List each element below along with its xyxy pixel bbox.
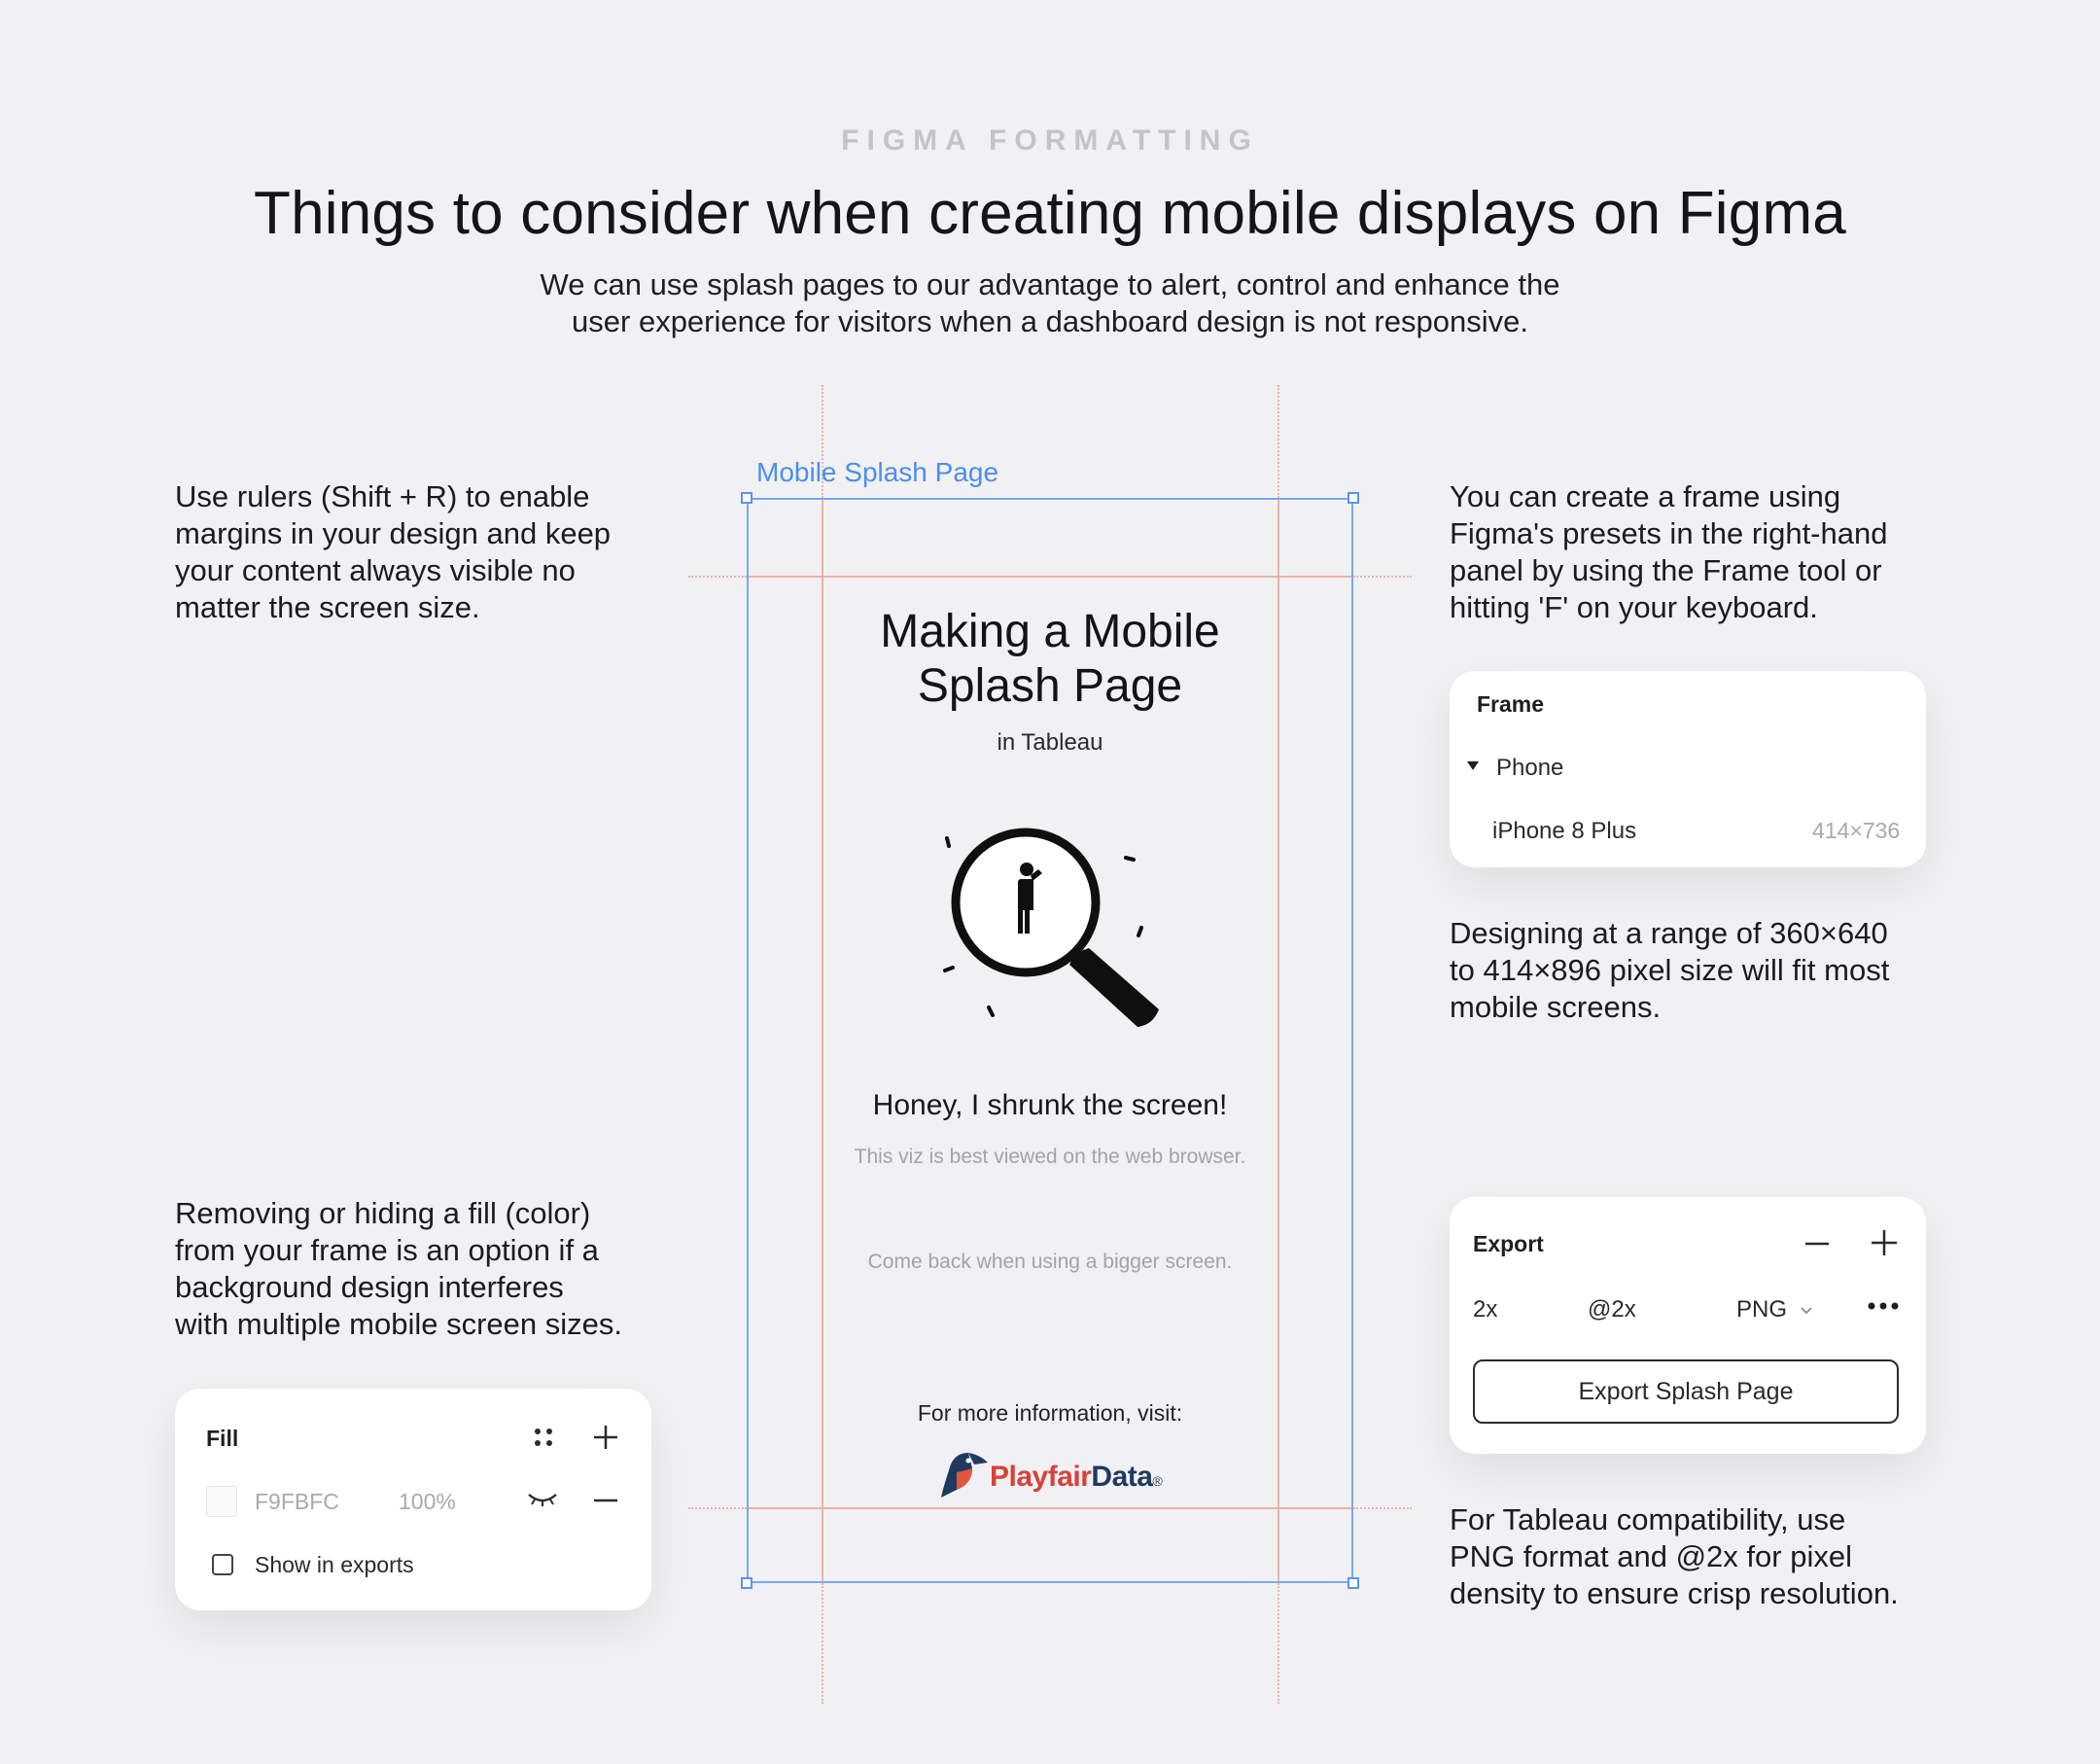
- note-line: density to ensure crisp resolution.: [1450, 1576, 1899, 1610]
- phone-preset-group[interactable]: Phone: [1496, 755, 1564, 781]
- logo-data: Data: [1091, 1461, 1153, 1493]
- frame-note: [1450, 478, 1887, 626]
- frame-name-label[interactable]: Mobile Splash Page: [756, 457, 999, 487]
- subtitle-line: user experience for visitors when a dashboard design is not responsive.: [572, 304, 1528, 338]
- export-format-value: PNG: [1736, 1296, 1788, 1323]
- note-line: from your frame is an option if a: [175, 1233, 599, 1267]
- note-line: your content always visible no: [175, 553, 576, 587]
- iphone-8-plus-preset[interactable]: iPhone 8 Plus: [1492, 818, 1637, 844]
- note-line: panel by using the Frame tool or: [1450, 553, 1882, 587]
- plus-icon[interactable]: [593, 1425, 618, 1450]
- export-panel-heading: Export: [1473, 1231, 1544, 1256]
- fill-hex-value[interactable]: F9FBFC: [255, 1489, 339, 1514]
- splash-message: This viz is best viewed on the web browser.: [854, 1146, 1246, 1168]
- splash-message: Come back when using a bigger screen.: [867, 1251, 1233, 1273]
- page-title: Things to consider when creating mobile displays on Figma: [254, 180, 1846, 247]
- kingfisher-logo-icon: [939, 1443, 990, 1501]
- tableau-note: [1450, 1501, 1899, 1612]
- ruler-guide: [822, 1583, 823, 1704]
- rulers-note: [175, 478, 611, 626]
- fill-note: [175, 1195, 622, 1343]
- resize-handle[interactable]: [1348, 1577, 1359, 1589]
- note-line: matter the screen size.: [175, 590, 480, 624]
- fill-color-swatch[interactable]: [206, 1486, 237, 1517]
- frame-panel-heading: Frame: [1477, 691, 1545, 717]
- note-line: hitting 'F' on your keyboard.: [1450, 590, 1818, 624]
- note-line: mobile screens.: [1450, 990, 1662, 1024]
- show-in-exports-checkbox[interactable]: [212, 1554, 233, 1575]
- magnifying-glass-illustration: [933, 827, 1167, 1041]
- chevron-down-icon: [1800, 1306, 1813, 1316]
- more-info-text: For more information, visit:: [917, 1400, 1183, 1426]
- note-line: to 414×896 pixel size will fit most: [1450, 953, 1890, 987]
- resize-handle[interactable]: [741, 1577, 752, 1589]
- export-suffix-field[interactable]: @2x: [1588, 1296, 1636, 1323]
- ruler-guide: [688, 576, 747, 578]
- splash-headline: Honey, I shrunk the screen!: [872, 1089, 1228, 1121]
- preset-size: 414×736: [1812, 818, 1901, 843]
- note-line: background design interferes: [175, 1270, 564, 1304]
- ruler-guide: [688, 1507, 747, 1509]
- note-line: You can create a frame using: [1450, 479, 1841, 513]
- note-line: Figma's presets in the right-hand: [1450, 516, 1888, 550]
- note-line: For Tableau compatibility, use: [1450, 1502, 1846, 1536]
- range-note: [1450, 915, 1889, 1026]
- splash-title: [822, 605, 1278, 714]
- splash-title-line: Splash Page: [917, 660, 1183, 712]
- ruler-guide: [1353, 1507, 1412, 1509]
- logo-playfair: Playfair: [990, 1461, 1092, 1493]
- logo-registered: ®: [1152, 1473, 1163, 1489]
- ruler-guide: [1278, 385, 1279, 498]
- minus-icon[interactable]: [1804, 1231, 1830, 1256]
- eyebrow-label: FIGMA FORMATTING: [841, 124, 1259, 157]
- fill-opacity-value[interactable]: 100%: [399, 1489, 456, 1514]
- note-line: Use rulers (Shift + R) to enable: [175, 479, 590, 513]
- caret-down-icon[interactable]: [1466, 760, 1480, 772]
- note-line: PNG format and @2x for pixel: [1450, 1539, 1852, 1573]
- minus-icon[interactable]: [593, 1488, 618, 1513]
- export-scale-field[interactable]: 2x: [1473, 1296, 1498, 1323]
- resize-handle[interactable]: [741, 492, 752, 504]
- magnifying-glass-icon: [956, 832, 1159, 1027]
- note-line: margins in your design and keep: [175, 516, 612, 550]
- note-line: Designing at a range of 360×640: [1450, 916, 1888, 950]
- subtitle-line: We can use splash pages to our advantage to alert, control and enhance the: [540, 267, 1560, 301]
- ruler-guide: [1353, 576, 1412, 578]
- resize-handle[interactable]: [1348, 492, 1359, 504]
- page-subtitle: [467, 266, 1633, 340]
- show-in-exports-label: Show in exports: [255, 1552, 414, 1577]
- fill-panel-heading: Fill: [206, 1426, 239, 1451]
- ruler-guide: [1278, 1583, 1279, 1704]
- splash-title-line: Making a Mobile: [880, 606, 1220, 657]
- eye-hidden-icon[interactable]: [526, 1490, 559, 1509]
- more-options-icon[interactable]: [1867, 1301, 1900, 1311]
- note-line: with multiple mobile screen sizes.: [175, 1307, 623, 1341]
- export-splash-page-button[interactable]: Export Splash Page: [1473, 1359, 1899, 1424]
- splash-subtitle: in Tableau: [997, 729, 1103, 756]
- plus-icon[interactable]: [1871, 1229, 1898, 1256]
- style-grid-icon[interactable]: [533, 1427, 554, 1448]
- note-line: Removing or hiding a fill (color): [175, 1196, 591, 1230]
- playfair-data-logo[interactable]: [990, 1461, 1162, 1494]
- export-format-select[interactable]: [1736, 1296, 1813, 1323]
